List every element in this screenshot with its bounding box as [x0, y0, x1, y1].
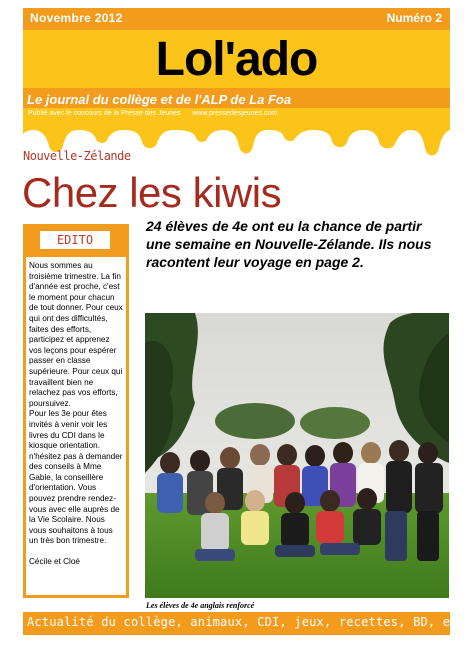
- edito-paragraph: Nous sommes au troisième trimestre. La fin d'année est proche, c'est le moment pour chacun de tout donner. Pour ceux qui ont des difficultés, faites des efforts, participez et apprenez vos leçons pour espérer passer en classe supérieure. Pour ceux qui travaillent bien ne relachez pas vos efforts, poursuivez.: [29, 261, 123, 408]
- newspaper-tagline: Le journal du collège et de l'ALP de La Foa: [27, 92, 292, 107]
- photo-caption: Les élèves de 4e anglais renforcé: [146, 601, 255, 610]
- footer-topics: Actualité du collège, animaux, CDI, jeux, recettes, BD, etc.: [27, 615, 473, 629]
- issue-number: Numéro 2: [386, 11, 442, 25]
- front-page-headline: Chez les kiwis: [22, 169, 282, 216]
- edito-paragraph: Pour les 3e pour êtes invités à venir voir les livres du CDI dans le kiosque orientation. n'hésitez pas à demander des conseils à Mme Gable, la conseillère d'orientation. Vous pouvez prendre rendez-vous avec elle auprès de la Vie Scolaire. Nous vous souhaitons à tous un très bon trimestre.: [29, 409, 123, 546]
- group-photo-image: [145, 313, 449, 598]
- edito-box: [23, 224, 129, 598]
- issue-date: Novembre 2012: [30, 11, 123, 25]
- newspaper-logo: Lol'ado: [155, 33, 318, 86]
- footer-banner: [23, 612, 473, 635]
- article-lead: 24 élèves de 4e ont eu la chance de partir une semaine en Nouvelle-Zélande. Ils nous racontent leur voyage en page 2.: [146, 218, 432, 270]
- edito-header: [26, 227, 126, 257]
- edito-signature: Cécile et Cloé: [29, 557, 80, 567]
- publisher-credit: Publié avec le concours de la Presse des Jeunes www.pressedesjeunes.com: [28, 110, 278, 117]
- edito-body: [26, 257, 126, 568]
- masthead-banner: [23, 8, 450, 160]
- group-photo: [145, 313, 449, 598]
- section-tag: Nouvelle-Zélande: [23, 149, 131, 163]
- issue-info-row: [23, 8, 450, 30]
- edito-label: EDITO: [40, 231, 110, 249]
